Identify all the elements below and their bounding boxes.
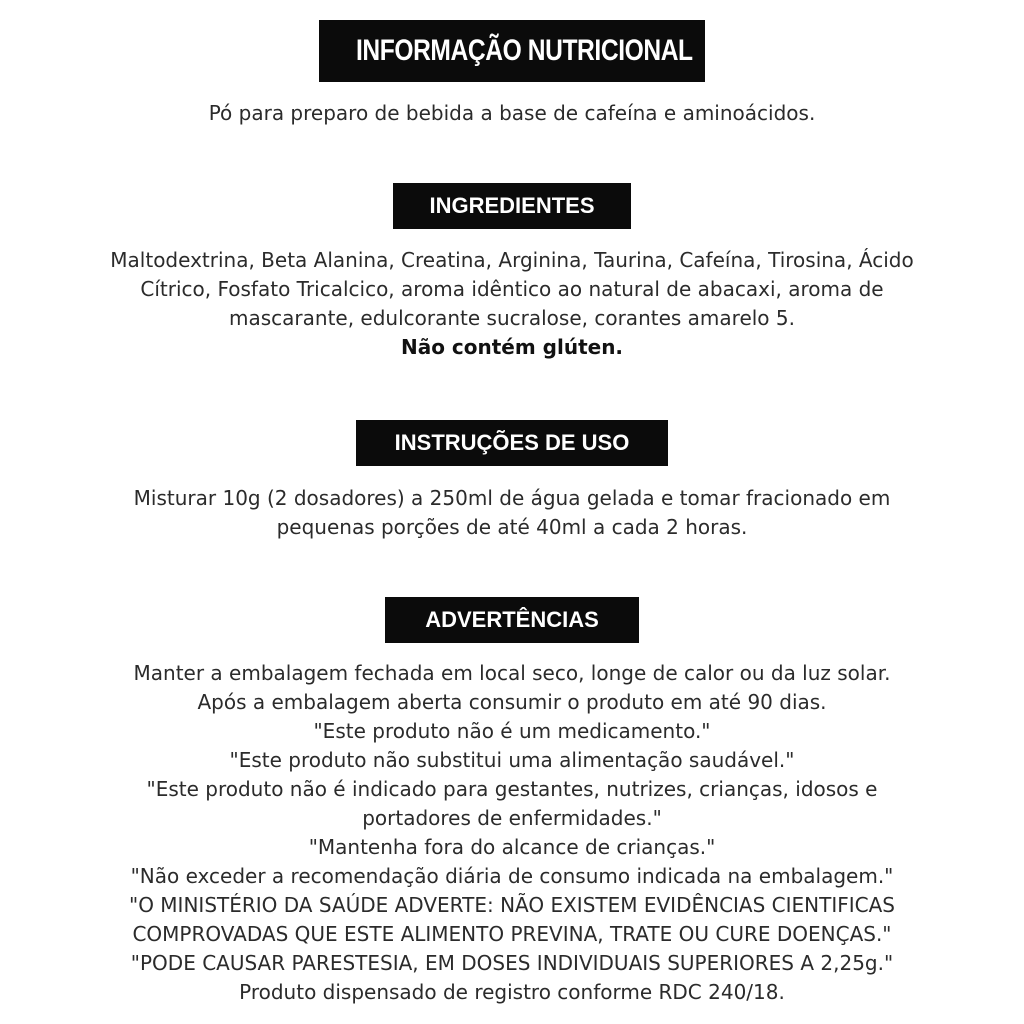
- warning-line: portadores de enfermidades.": [362, 806, 662, 830]
- warning-line: Após a embalagem aberta consumir o produto em até 90 dias.: [197, 690, 827, 714]
- instructions-heading: INSTRUÇÕES DE USO: [356, 420, 668, 466]
- warning-line: "Este produto não é um medicamento.": [313, 719, 711, 743]
- ingredients-line: Cítrico, Fosfato Tricalcico, aroma idêntico ao natural de abacaxi, aroma de: [140, 277, 884, 301]
- ingredients-line: Maltodextrina, Beta Alanina, Creatina, Arginina, Taurina, Cafeína, Tirosina, Ácido: [110, 248, 914, 272]
- warning-line: "Mantenha fora do alcance de crianças.": [308, 835, 716, 859]
- warning-line: "Este produto não substitui uma alimentação saudável.": [229, 748, 795, 772]
- gluten-free-note: Não contém glúten.: [400, 335, 624, 359]
- warning-line: "Não exceder a recomendação diária de consumo indicada na embalagem.": [130, 864, 894, 888]
- warning-line: Manter a embalagem fechada em local seco, longe de calor ou da luz solar.: [133, 661, 891, 685]
- ingredients-line: mascarante, edulcorante sucralose, corantes amarelo 5.: [229, 306, 795, 330]
- instructions-line: Misturar 10g (2 dosadores) a 250ml de água gelada e tomar fracionado em: [133, 486, 891, 510]
- ingredients-text: [40, 246, 984, 362]
- page-title: [319, 20, 705, 82]
- product-description: [40, 99, 984, 128]
- ingredients-heading: INGREDIENTES: [393, 183, 631, 229]
- instructions-line: pequenas porções de até 40ml a cada 2 horas.: [276, 515, 748, 539]
- warning-line: "O MINISTÉRIO DA SAÚDE ADVERTE: NÃO EXISTEM EVIDÊNCIAS CIENTIFICAS: [129, 893, 895, 917]
- warning-line: COMPROVADAS QUE ESTE ALIMENTO PREVINA, TRATE OU CURE DOENÇAS.": [132, 922, 892, 946]
- warning-line: "PODE CAUSAR PARESTESIA, EM DOSES INDIVIDUAIS SUPERIORES A 2,25g.": [130, 951, 894, 975]
- warning-line: Produto dispensado de registro conforme RDC 240/18.: [239, 980, 785, 1004]
- warnings-text: [40, 659, 984, 1007]
- page-title-text: INFORMAÇÃO NUTRICIONAL: [355, 34, 693, 67]
- instructions-text: [40, 484, 984, 542]
- warning-line: "Este produto não é indicado para gestantes, nutrizes, crianças, idosos e: [146, 777, 878, 801]
- product-description-text: Pó para preparo de bebida a base de cafeína e aminoácidos.: [208, 101, 816, 125]
- warnings-heading: ADVERTÊNCIAS: [385, 597, 639, 643]
